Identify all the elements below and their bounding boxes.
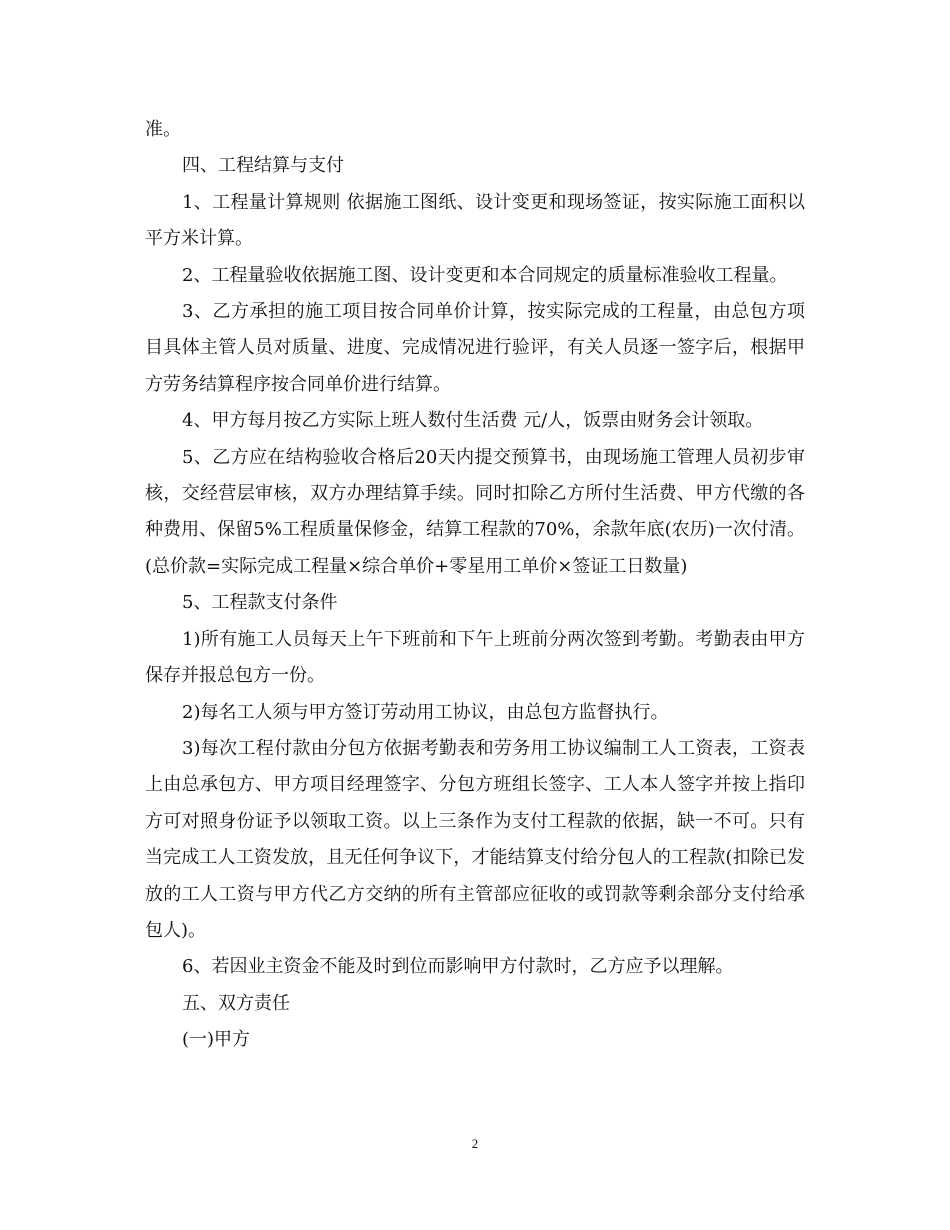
document-body [145, 112, 805, 1059]
section-heading: 五、双方责任 [182, 992, 290, 1014]
paragraph: 3、乙方承担的施工项目按合同单价计算，按实际完成的工程量，由总包方项目具体主管人员对质量、进度、完成情况进行验评，有关人员逐一签字后，根据甲方劳务结算程序按合同单价进行结算。 [145, 301, 805, 395]
paragraph: 4、甲方每月按乙方实际上班人数付生活费 元/人，饭票由财务会计领取。 [182, 410, 764, 432]
paragraph: 2、工程量验收依据施工图、设计变更和本合同规定的质量标准验收工程量。 [182, 264, 788, 286]
paragraph: 5、乙方应在结构验收合格后20天内提交预算书，由现场施工管理人员初步审核，交经营层审核，双方办理结算手续。同时扣除乙方所付生活费、甲方代缴的各种费用、保留5%工程质量保修金，结算工程款的70%，余款年底(农历)一次付清。(总价款=实际完成工程量×综合单价+零星用工单价×签证工日数量) [145, 446, 805, 577]
paragraph: 5、工程款支付条件 [182, 592, 338, 614]
paragraph: 3)每次工程付款由分包方依据考勤表和劳务用工协议编制工人工资表，工资表上由总承包方、甲方项目经理签字、分包方班组长签字、工人本人签字并按上指印方可对照身份证予以领取工资。以上三条作为支付工程款的依据，缺一不可。只有当完成工人工资发放，且无任何争议下，才能结算支付给分包人的工程款(扣除已发放的工人工资与甲方代乙方交纳的所有主管部应征收的或罚款等剩余部分支付给承包人)。 [145, 737, 805, 941]
paragraph: 6、若因业主资金不能及时到位而影响甲方付款时，乙方应予以理解。 [182, 956, 734, 978]
paragraph: 准。 [145, 119, 181, 140]
sub-heading: (一)甲方 [182, 1029, 251, 1051]
paragraph: 1、工程量计算规则 依据施工图纸、设计变更和现场签证，按实际施工面积以平方米计算。 [145, 191, 805, 250]
paragraph: 2)每名工人须与甲方签订劳动用工协议，由总包方监督执行。 [182, 701, 669, 723]
paragraph: 1)所有施工人员每天上午下班前和下午上班前分两次签到考勤。考勤表由甲方保存并报总包方一份。 [145, 628, 805, 687]
section-heading: 四、工程结算与支付 [182, 155, 344, 177]
page-number: 2 [471, 1136, 479, 1151]
